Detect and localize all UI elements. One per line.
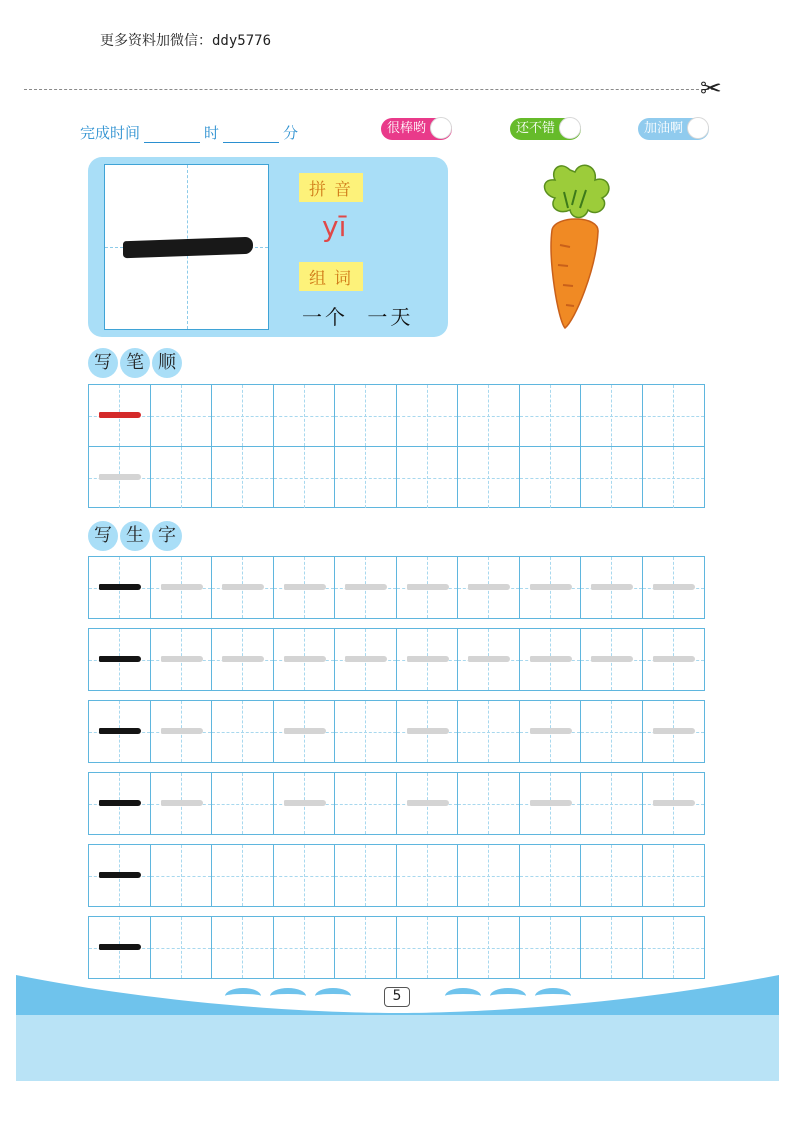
cut-line bbox=[24, 89, 714, 90]
trace-stroke bbox=[530, 656, 572, 662]
trace-stroke bbox=[653, 656, 695, 662]
writing-cell[interactable] bbox=[335, 773, 397, 834]
trace-stroke bbox=[222, 656, 264, 662]
carrot-icon bbox=[530, 160, 620, 335]
section-title-char: 写 bbox=[88, 521, 118, 551]
footer-ornament bbox=[270, 988, 306, 1004]
writing-cell[interactable] bbox=[274, 629, 336, 690]
writing-cell[interactable] bbox=[581, 629, 643, 690]
writing-cell[interactable] bbox=[335, 701, 397, 762]
writing-cell[interactable] bbox=[397, 557, 459, 618]
footer-ornament bbox=[225, 988, 261, 1004]
writing-cell[interactable] bbox=[397, 701, 459, 762]
rating-circle[interactable] bbox=[687, 117, 709, 139]
writing-cell[interactable] bbox=[643, 773, 705, 834]
hour-blank[interactable] bbox=[144, 129, 200, 143]
rating-badge-great[interactable] bbox=[381, 118, 452, 140]
trace-stroke bbox=[161, 728, 203, 734]
rating-badge-label: 很棒哟 bbox=[387, 121, 427, 136]
footer-ornament bbox=[445, 988, 481, 1004]
writing-cell[interactable] bbox=[151, 773, 213, 834]
writing-cell[interactable] bbox=[581, 845, 643, 906]
writing-cell[interactable] bbox=[458, 917, 520, 978]
rating-badge-label: 加油啊 bbox=[644, 121, 684, 136]
rating-circle[interactable] bbox=[559, 117, 581, 139]
trace-stroke bbox=[530, 800, 572, 806]
model-stroke bbox=[99, 656, 141, 662]
writing-cell[interactable] bbox=[581, 773, 643, 834]
write-practice-row bbox=[88, 628, 705, 691]
writing-cell[interactable] bbox=[397, 447, 459, 508]
rating-badge-label: 还不错 bbox=[516, 121, 556, 136]
writing-cell[interactable] bbox=[335, 629, 397, 690]
writing-cell[interactable] bbox=[335, 385, 397, 446]
write-practice-row bbox=[88, 700, 705, 763]
model-stroke bbox=[99, 412, 141, 418]
model-stroke bbox=[99, 584, 141, 590]
trace-stroke bbox=[653, 584, 695, 590]
writing-cell[interactable] bbox=[212, 701, 274, 762]
writing-cell[interactable] bbox=[89, 701, 151, 762]
writing-cell[interactable] bbox=[212, 917, 274, 978]
trace-stroke bbox=[345, 584, 387, 590]
trace-stroke bbox=[284, 800, 326, 806]
character-yi-stroke bbox=[123, 237, 253, 259]
writing-cell[interactable] bbox=[274, 917, 336, 978]
page-number: 5 bbox=[384, 987, 410, 1007]
scissors-icon: ✂ bbox=[700, 74, 722, 104]
writing-cell[interactable] bbox=[151, 385, 213, 446]
writing-cell[interactable] bbox=[335, 557, 397, 618]
pinyin-label: 拼音 bbox=[299, 173, 363, 202]
trace-stroke bbox=[407, 728, 449, 734]
section-title-char: 生 bbox=[120, 521, 150, 551]
writing-cell[interactable] bbox=[458, 447, 520, 508]
model-stroke bbox=[99, 944, 141, 950]
writing-cell[interactable] bbox=[151, 629, 213, 690]
writing-cell[interactable] bbox=[520, 917, 582, 978]
writing-cell[interactable] bbox=[520, 629, 582, 690]
writing-cell[interactable] bbox=[581, 701, 643, 762]
section-title-char: 顺 bbox=[152, 348, 182, 378]
writing-cell[interactable] bbox=[458, 629, 520, 690]
writing-cell[interactable] bbox=[151, 701, 213, 762]
writing-cell[interactable] bbox=[151, 917, 213, 978]
writing-cell[interactable] bbox=[274, 385, 336, 446]
writing-cell[interactable] bbox=[520, 773, 582, 834]
section-title-char: 字 bbox=[152, 521, 182, 551]
writing-cell[interactable] bbox=[212, 557, 274, 618]
writing-cell[interactable] bbox=[643, 557, 705, 618]
stroke-order-grid bbox=[88, 384, 705, 508]
writing-cell[interactable] bbox=[212, 773, 274, 834]
writing-cell[interactable] bbox=[89, 773, 151, 834]
trace-stroke bbox=[161, 656, 203, 662]
completion-time-label: 完成时间 bbox=[80, 124, 141, 142]
model-stroke bbox=[99, 800, 141, 806]
trace-stroke bbox=[468, 656, 510, 662]
writing-cell[interactable] bbox=[520, 557, 582, 618]
writing-cell[interactable] bbox=[212, 447, 274, 508]
trace-stroke bbox=[468, 584, 510, 590]
trace-stroke bbox=[99, 474, 141, 480]
writing-cell[interactable] bbox=[458, 845, 520, 906]
trace-stroke bbox=[591, 656, 633, 662]
trace-stroke bbox=[161, 584, 203, 590]
writing-cell[interactable] bbox=[643, 701, 705, 762]
writing-cell[interactable] bbox=[581, 557, 643, 618]
writing-cell[interactable] bbox=[458, 701, 520, 762]
writing-cell[interactable] bbox=[335, 447, 397, 508]
footer-ornament bbox=[490, 988, 526, 1004]
trace-stroke bbox=[284, 728, 326, 734]
writing-cell[interactable] bbox=[643, 845, 705, 906]
trace-stroke bbox=[284, 584, 326, 590]
trace-stroke bbox=[653, 728, 695, 734]
writing-cell[interactable] bbox=[520, 845, 582, 906]
writing-cell[interactable] bbox=[397, 845, 459, 906]
writing-cell[interactable] bbox=[89, 917, 151, 978]
writing-cell[interactable] bbox=[151, 845, 213, 906]
writing-cell[interactable] bbox=[335, 917, 397, 978]
writing-cell[interactable] bbox=[89, 557, 151, 618]
word-group-label: 组词 bbox=[299, 262, 363, 291]
trace-stroke bbox=[653, 800, 695, 806]
writing-cell[interactable] bbox=[643, 917, 705, 978]
writing-cell[interactable] bbox=[643, 385, 705, 446]
writing-cell[interactable] bbox=[458, 557, 520, 618]
section-title-char: 写 bbox=[88, 348, 118, 378]
writing-cell[interactable] bbox=[89, 385, 151, 446]
writing-cell[interactable] bbox=[397, 917, 459, 978]
writing-cell[interactable] bbox=[520, 385, 582, 446]
trace-stroke bbox=[345, 656, 387, 662]
writing-cell[interactable] bbox=[458, 773, 520, 834]
writing-cell[interactable] bbox=[274, 701, 336, 762]
writing-cell[interactable] bbox=[581, 917, 643, 978]
writing-cell[interactable] bbox=[397, 385, 459, 446]
writing-cell[interactable] bbox=[397, 629, 459, 690]
rating-circle[interactable] bbox=[430, 117, 452, 139]
rating-badge-good[interactable] bbox=[510, 118, 581, 140]
minute-blank[interactable] bbox=[223, 129, 279, 143]
writing-cell[interactable] bbox=[89, 447, 151, 508]
writing-cell[interactable] bbox=[520, 701, 582, 762]
writing-cell[interactable] bbox=[212, 629, 274, 690]
model-stroke bbox=[99, 728, 141, 734]
writing-cell[interactable] bbox=[581, 447, 643, 508]
writing-cell[interactable] bbox=[151, 557, 213, 618]
writing-cell[interactable] bbox=[274, 557, 336, 618]
writing-cell[interactable] bbox=[89, 845, 151, 906]
trace-stroke bbox=[591, 584, 633, 590]
write-practice-row bbox=[88, 556, 705, 619]
trace-stroke bbox=[530, 584, 572, 590]
writing-cell[interactable] bbox=[151, 447, 213, 508]
writing-cell[interactable] bbox=[458, 385, 520, 446]
section-title-char: 笔 bbox=[120, 348, 150, 378]
footer-ornament bbox=[535, 988, 571, 1004]
writing-cell[interactable] bbox=[520, 447, 582, 508]
writing-cell[interactable] bbox=[89, 629, 151, 690]
section-title-write-characters bbox=[88, 521, 182, 551]
trace-stroke bbox=[407, 800, 449, 806]
writing-cell[interactable] bbox=[643, 447, 705, 508]
write-practice-row bbox=[88, 772, 705, 835]
trace-stroke bbox=[161, 800, 203, 806]
model-stroke bbox=[99, 872, 141, 878]
writing-cell[interactable] bbox=[335, 845, 397, 906]
write-practice-row bbox=[88, 844, 705, 907]
trace-stroke bbox=[407, 656, 449, 662]
writing-cell[interactable] bbox=[397, 773, 459, 834]
word-examples: 一个 一天 bbox=[302, 305, 414, 329]
writing-cell[interactable] bbox=[212, 385, 274, 446]
header-note: 更多资料加微信：ddy5776 bbox=[100, 33, 272, 49]
writing-cell[interactable] bbox=[274, 447, 336, 508]
writing-cell[interactable] bbox=[274, 845, 336, 906]
section-title-stroke-order bbox=[88, 348, 182, 378]
character-display-box bbox=[104, 164, 269, 330]
writing-cell[interactable] bbox=[643, 629, 705, 690]
trace-stroke bbox=[284, 656, 326, 662]
writing-cell[interactable] bbox=[581, 385, 643, 446]
hour-label: 时 bbox=[204, 124, 220, 142]
minute-label: 分 bbox=[283, 124, 299, 142]
trace-stroke bbox=[530, 728, 572, 734]
writing-cell[interactable] bbox=[274, 773, 336, 834]
pinyin-value: yī bbox=[322, 210, 347, 243]
footer-ornament bbox=[315, 988, 351, 1004]
trace-stroke bbox=[407, 584, 449, 590]
write-practice-row bbox=[88, 916, 705, 979]
writing-cell[interactable] bbox=[212, 845, 274, 906]
trace-stroke bbox=[222, 584, 264, 590]
rating-badge-keep-going[interactable] bbox=[638, 118, 709, 140]
completion-time-row bbox=[80, 122, 298, 143]
